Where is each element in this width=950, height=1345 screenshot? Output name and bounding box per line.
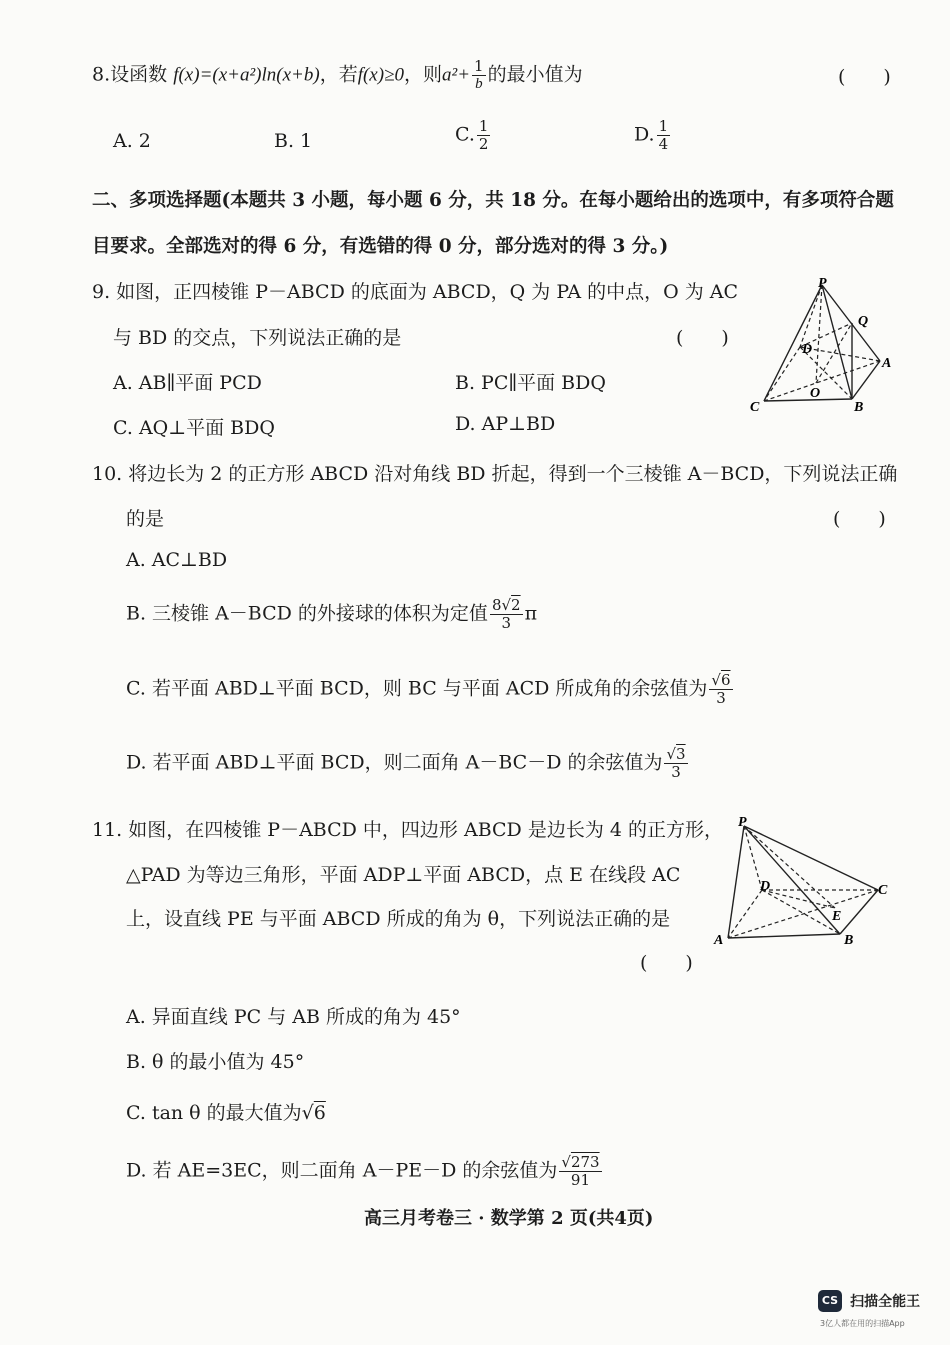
q11-label-b: B <box>844 933 854 948</box>
q10-option-b: B. 三棱锥 A－BCD 的外接球的体积为定值 $\frac{8√2}{3}$ π <box>126 596 538 632</box>
q8-option-c: C. $\frac{1}{2}$ <box>455 117 489 153</box>
q8-option-b: B. 1 <box>274 130 313 152</box>
q9-label-q: Q <box>858 314 869 329</box>
q9-option-d: D. AP⊥BD <box>455 413 556 435</box>
q9-label-c: C <box>750 400 760 415</box>
q9-label-o: O <box>810 386 821 401</box>
q10-option-a: A. AC⊥BD <box>126 549 228 571</box>
q8-option-a: A. 2 <box>113 130 151 152</box>
q9-stem-line2: 与 BD 的交点，下列说法正确的是 <box>113 327 402 349</box>
q9-answer-paren: ( ) <box>676 327 729 349</box>
section2-heading-line2: 目要求。全部选对的得 6 分，有选错的得 0 分，部分选对的得 3 分。) <box>92 236 669 257</box>
q11-stem-line3: 上，设直线 PE 与平面 ABCD 所成的角为 θ，下列说法正确的是 <box>126 908 671 930</box>
q9-option-b: B. PC∥平面 BDQ <box>455 372 606 394</box>
q9-label-b: B <box>854 400 864 415</box>
q10-stem-line1: 10. 将边长为 2 的正方形 ABCD 沿对角线 BD 折起，得到一个三棱锥 A－BCD，下列说法正确 <box>92 463 898 485</box>
cs-logo-icon: CS <box>818 1290 842 1312</box>
q11-answer-paren: ( ) <box>640 952 693 974</box>
q11-label-d: D <box>760 879 771 894</box>
q11-label-a: A <box>714 933 724 948</box>
q11-option-c: C. tan θ 的最大值为√6 <box>126 1102 326 1124</box>
q11-stem-line2: △PAD 为等边三角形，平面 ADP⊥平面 ABCD，点 E 在线段 AC <box>126 864 681 886</box>
q10-option-d: D. 若平面 ABD⊥平面 BCD，则二面角 A－BC－D 的余弦值为 $\frac{√3}{3}$ <box>126 745 686 781</box>
q9-option-a: A. AB∥平面 PCD <box>113 372 262 394</box>
q11-label-p: P <box>738 815 747 830</box>
q10-option-c: C. 若平面 ABD⊥平面 BCD，则 BC 与平面 ACD 所成角的余弦值为 $\frac{√6}{3}$ <box>126 671 731 707</box>
q8-number: 8. <box>92 63 111 86</box>
q11-stem-line1: 11. 如图，在四棱锥 P－ABCD 中，四边形 ABCD 是边长为 4 的正方形， <box>92 819 723 841</box>
scanner-slogan: 3亿人都在用的扫描App <box>820 1319 905 1328</box>
q9-label-p: P <box>818 276 827 291</box>
q9-stem-line1: 9. 如图，正四棱锥 P－ABCD 的底面为 ABCD，Q 为 PA 的中点，O 为 AC <box>92 281 739 303</box>
q11-label-c: C <box>878 883 888 898</box>
q8-answer-paren: ( ) <box>838 66 891 88</box>
q11-label-e: E <box>832 909 842 924</box>
q11-pyramid-figure <box>700 812 900 952</box>
q9-option-c: C. AQ⊥平面 BDQ <box>113 417 275 439</box>
q9-pyramid-figure <box>742 275 902 420</box>
q8-stem: 8.设函数 f(x)=(x+a²)ln(x+b)，若f(x)≥0，则a²+ $\frac{1}{b}$ 的最小值为 <box>92 57 583 92</box>
scanner-app-name: 扫描全能王 <box>850 1294 921 1310</box>
q10-stem-line2: 的是 <box>126 508 165 530</box>
q11-option-d: D. 若 AE=3EC，则二面角 A－PE－D 的余弦值为 $\frac{√273}{91}$ <box>126 1153 600 1189</box>
q9-label-d: D <box>802 342 813 357</box>
scanner-watermark <box>818 1290 920 1312</box>
q11-option-a: A. 异面直线 PC 与 AB 所成的角为 45° <box>126 1006 461 1028</box>
q10-answer-paren: ( ) <box>833 508 886 530</box>
section2-heading-line1: 二、多项选择题(本题共 3 小题，每小题 6 分，共 18 分。在每小题给出的选项中，有多项符合题 <box>92 190 894 211</box>
q11-option-b: B. θ 的最小值为 45° <box>126 1051 305 1073</box>
page-footer: 高三月考卷三 · 数学第 2 页(共4页) <box>364 1208 654 1229</box>
q9-label-a: A <box>882 356 892 371</box>
q8-fraction: $\frac{1}{b}$ <box>474 57 484 92</box>
q8-option-d: D. $\frac{1}{4}$ <box>634 117 669 153</box>
